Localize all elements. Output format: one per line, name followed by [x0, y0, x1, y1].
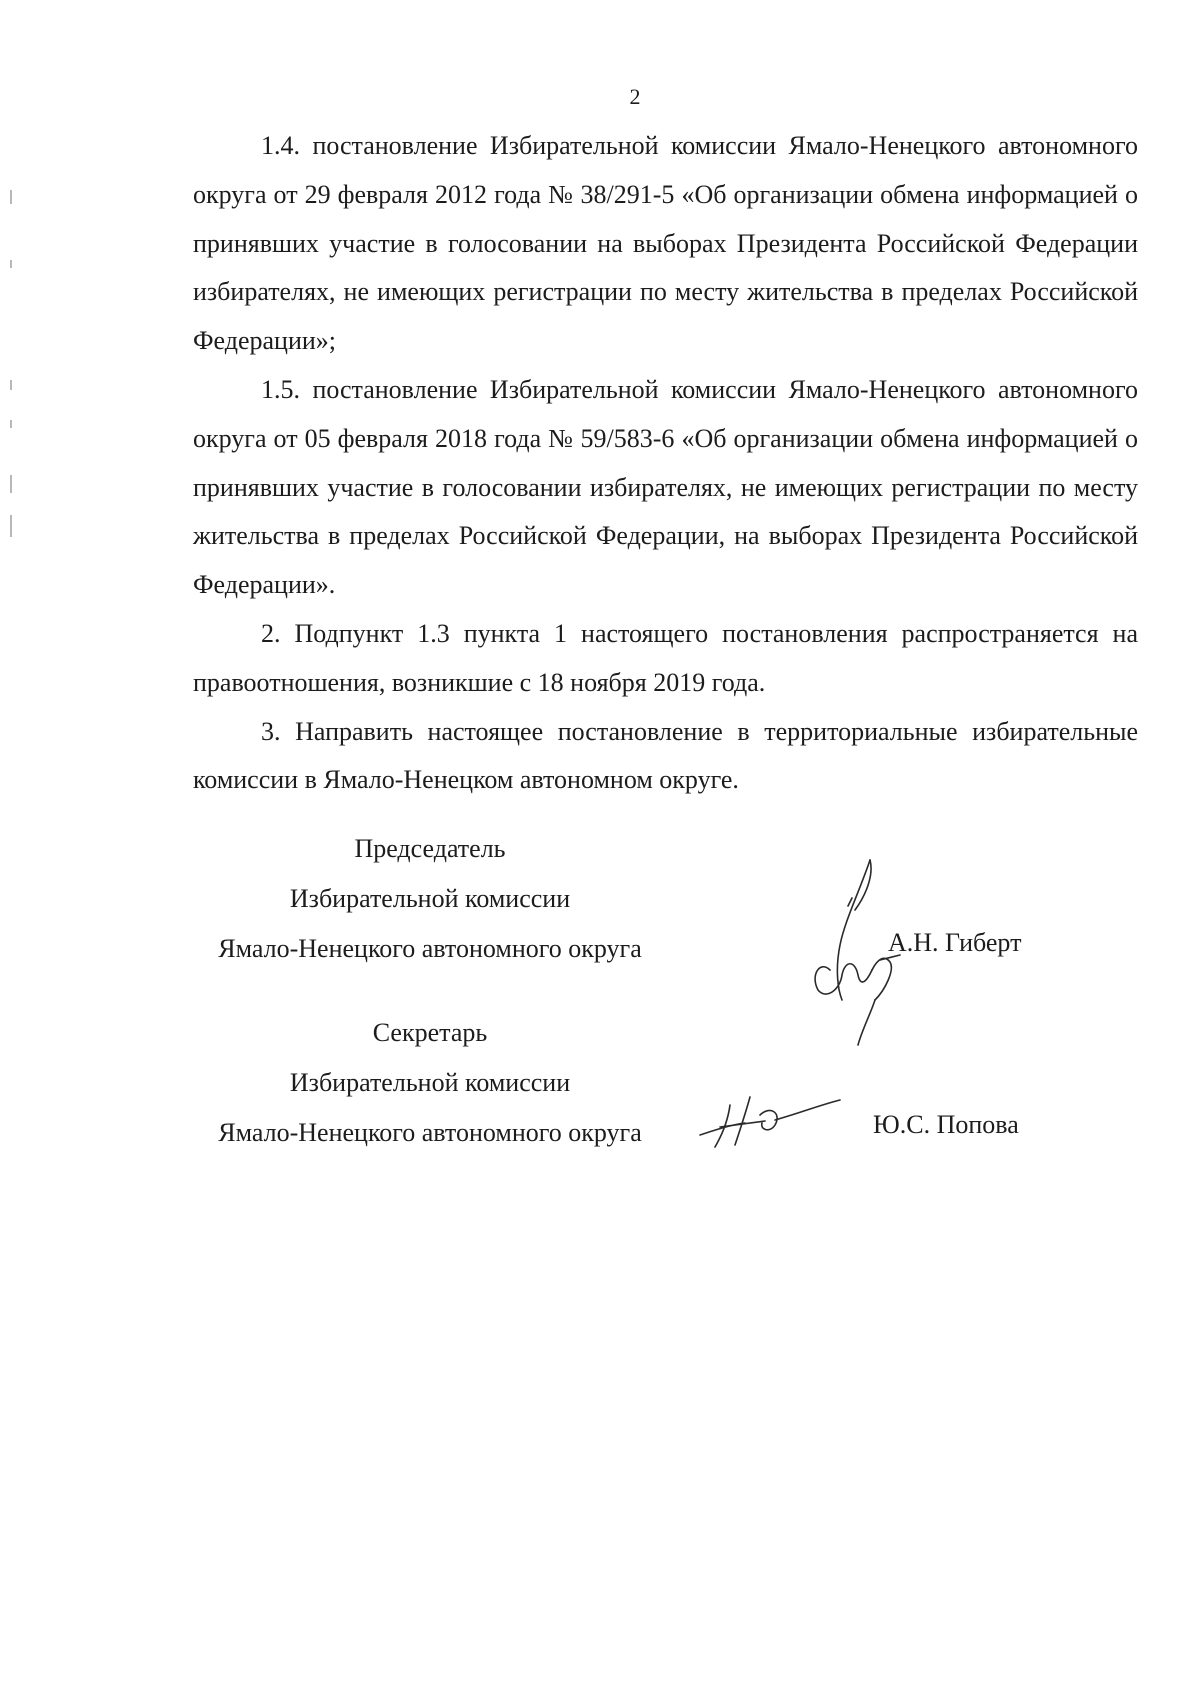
secretary-title-line3: Ямало-Ненецкого автономного округа — [218, 1118, 642, 1147]
paragraph-1-4: 1.4. постановление Избирательной комиссии Ямало-Ненецкого автономного округа от 29 февраля 2012 года № 38/291-5 «Об организации обмена информацией о принявших участие в голосовании на выборах Президента Российской Федерации избирателях, не имеющих регистрации по месту жительства в пределах Российской Федерации»; — [193, 131, 1138, 356]
paragraph-1-5: 1.5. постановление Избирательной комиссии Ямало-Ненецкого автономного округа от 05 февраля 2018 года № 59/583-6 «Об организации обмена информацией о принявших участие в голосовании избирателях, не имеющих регистрации по месту жительства в пределах Российской Федерации, на выборах Президента Российской Федерации». — [193, 374, 1138, 600]
secretary-title-block — [150, 1008, 710, 1158]
chairman-title-line2: Избирательной комиссии — [289, 884, 571, 913]
chairman-title-block — [150, 824, 710, 974]
paragraph-3: 3. Направить настоящее постановление в территориальные избирательные комиссии в Ямало-Ненецком автономном округе. — [193, 716, 1138, 795]
chairman-title-line3: Ямало-Ненецкого автономного округа — [218, 934, 642, 963]
paragraph-2: 2. Подпункт 1.3 пункта 1 настоящего постановления распространяется на правоотношения, возникшие с 18 ноября 2019 года. — [193, 618, 1138, 697]
chairman-name: А.Н. Гиберт — [888, 928, 1022, 957]
secretary-name: Ю.С. Попова — [873, 1110, 1019, 1139]
secretary-title-line1: Секретарь — [372, 1018, 488, 1047]
document-body — [193, 122, 1138, 805]
scan-edge-marks — [10, 120, 16, 590]
secretary-signature-icon — [690, 1085, 850, 1155]
page-number: 2 — [629, 84, 641, 109]
secretary-title-line2: Избирательной комиссии — [289, 1068, 571, 1097]
chairman-title-line1: Председатель — [354, 834, 506, 863]
